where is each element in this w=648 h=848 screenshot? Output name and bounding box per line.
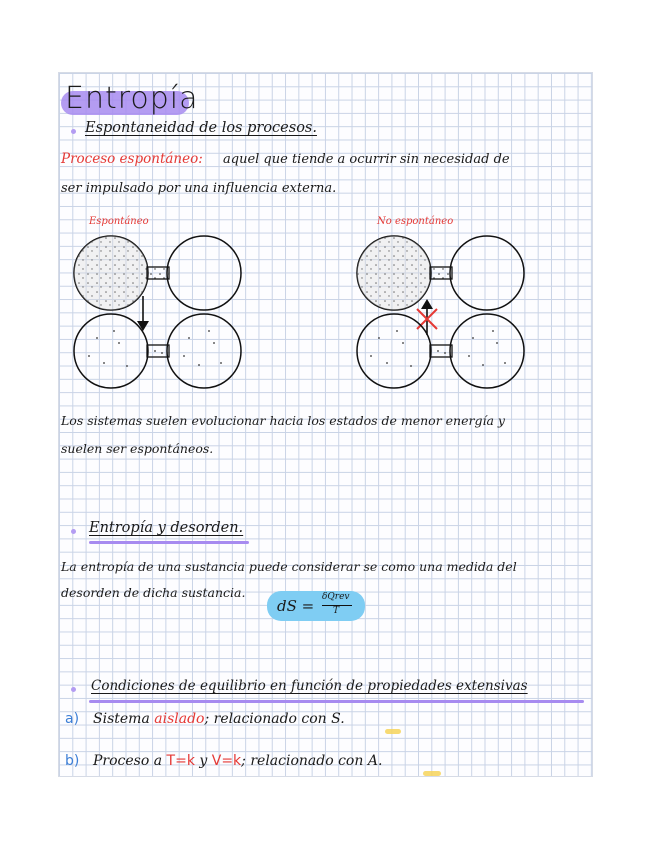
bullet-dot [71, 687, 76, 692]
item-b-pre: Proceso a [93, 753, 163, 769]
heading-underline [89, 700, 584, 703]
item-b-highlight-t: T=k [166, 753, 195, 769]
formula-numerator: δQrev [322, 592, 350, 602]
formula-highlight [267, 591, 365, 621]
label-spontaneous: Espontáneo [89, 216, 149, 227]
bulb-pair-final-right [357, 314, 524, 388]
gas-expansion-diagram [59, 73, 592, 393]
bulb-pair-initial-right [357, 236, 524, 310]
item-a-pre: Sistema [93, 711, 150, 727]
bulb-pair-initial-left [74, 236, 241, 310]
item-a-text [93, 711, 345, 727]
bullet-dot [71, 529, 76, 534]
highlight-a [423, 771, 441, 776]
heading-underline [89, 541, 249, 544]
label-non-spontaneous: No espontáneo [377, 216, 454, 227]
formula-lhs: dS = [277, 597, 315, 615]
item-a-highlight: aislado [154, 711, 205, 727]
section-heading-equilibrium: Condiciones de equilibrio en función de propiedades extensivas [91, 678, 528, 694]
page-title: Entropía [65, 81, 199, 116]
item-b-variable: A. [367, 753, 383, 769]
arrow-up-crossed-non-spontaneous [417, 299, 437, 335]
entropy-line-1: La entropía de una sustancia puede considerar se como una medida del [61, 559, 517, 574]
paragraph-line-2: suelen ser espontáneos. [61, 441, 214, 456]
formula-denominator: T [333, 606, 340, 616]
item-a-marker: a) [65, 711, 80, 727]
item-b-and: y [199, 753, 208, 769]
item-b-highlight-v: V=k [211, 753, 242, 769]
bulb-pair-final-left [74, 314, 241, 388]
item-b-marker: b) [65, 753, 80, 769]
definition-line-2: ser impulsado por una influencia externa. [61, 181, 337, 196]
paragraph-line-1: Los sistemas suelen evolucionar hacia los estados de menor energía y [61, 413, 505, 428]
item-a-variable: S. [331, 711, 345, 727]
item-b-text [93, 753, 382, 769]
highlight-s [385, 729, 401, 734]
definition-line-1: aquel que tiende a ocurrir sin necesidad de [223, 152, 510, 167]
section-heading-entropy-disorder: Entropía y desorden. [89, 520, 244, 536]
term-spontaneous-process: Proceso espontáneo: [61, 151, 203, 167]
item-b-post: ; relacionado con [241, 753, 364, 769]
item-a-post: ; relacionado con [204, 711, 327, 727]
grid-paper [58, 72, 593, 777]
entropy-line-2: desorden de dicha sustancia. [61, 585, 246, 600]
section-heading-spontaneity: Espontaneidad de los procesos. [85, 120, 317, 136]
